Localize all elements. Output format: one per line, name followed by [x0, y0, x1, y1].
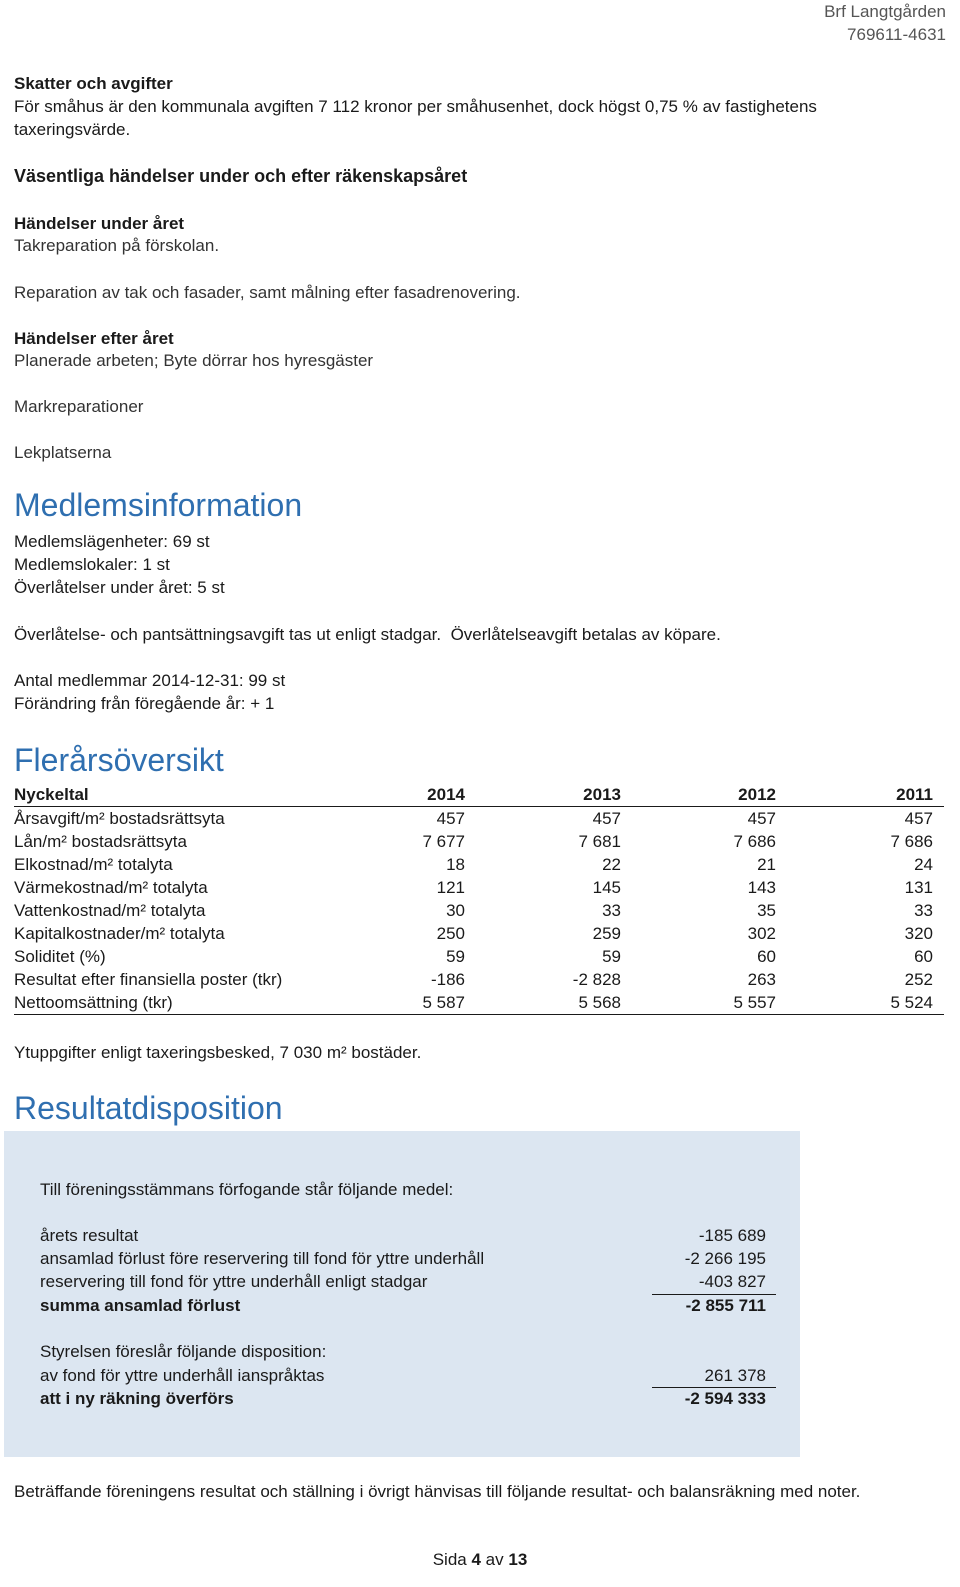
overview-title: Flerårsöversikt: [14, 742, 224, 778]
table-cell: 252: [904, 970, 933, 989]
item-value: -185 689: [698, 1226, 766, 1245]
table-cell: Soliditet (%): [14, 947, 106, 966]
table-row: [14, 807, 944, 831]
item-label: ansamlad förlust före reservering till fond för yttre underhåll: [40, 1249, 485, 1268]
disposition-total: [40, 1294, 774, 1317]
taxes-text: För småhus är den kommunala avgiften 7 112 kronor per småhusenhet, dock högst 0,75 % av fastighetens taxeringsvärde.: [14, 97, 817, 139]
table-cell: 7 686: [890, 832, 933, 851]
overview-note: Ytuppgifter enligt taxeringsbesked, 7 030 m² bostäder.: [14, 1043, 422, 1062]
item-label: summa ansamlad förlust: [40, 1296, 241, 1315]
item-value: 261 378: [704, 1366, 766, 1385]
table-row: [14, 991, 944, 1015]
footer-prefix: Sida: [432, 1550, 467, 1569]
table-cell: 60: [914, 947, 933, 966]
column-header: 2013: [476, 783, 632, 807]
table-cell: 5 568: [476, 991, 632, 1015]
members-line: Medlemslokaler: 1 st: [14, 555, 170, 574]
table-cell: Lån/m² bostadsrättsyta: [14, 832, 187, 851]
table-cell: 33: [914, 901, 933, 920]
table-row: [14, 968, 944, 991]
footer-middle: av: [485, 1550, 504, 1569]
table-cell: Kapitalkostnader/m² totalyta: [14, 924, 225, 943]
overview-table: [14, 783, 944, 1015]
table-cell: 30: [446, 901, 465, 920]
table-cell: Nettoomsättning (tkr): [14, 991, 321, 1015]
table-cell: 60: [757, 947, 776, 966]
org-name: Brf Langtgården: [824, 2, 946, 21]
closing-text: Beträffande föreningens resultat och ställning i övrigt hänvisas till följande resultat- och balansräkning med noter.: [14, 1482, 861, 1501]
table-cell: 320: [904, 924, 933, 943]
events-during-item: Reparation av tak och fasader, samt målning efter fasadrenovering.: [14, 283, 521, 302]
org-number: 769611-4631: [847, 25, 946, 44]
item-label: reservering till fond för yttre underhåll enligt stadgar: [40, 1272, 428, 1291]
events-after-heading: Händelser efter året: [14, 329, 174, 348]
item-value: -403 827: [698, 1272, 766, 1291]
table-cell: Vattenkostnad/m² totalyta: [14, 901, 206, 920]
table-cell: 145: [592, 878, 621, 897]
item-label: av fond för yttre underhåll ianspråktas: [40, 1366, 325, 1385]
table-row: [14, 899, 944, 922]
disposition-intro-text: Till föreningsstämmans förfogande står följande medel:: [40, 1180, 454, 1199]
footer-total-pages: 13: [508, 1550, 528, 1569]
members-count: Antal medlemmar 2014-12-31: 99 st: [14, 671, 286, 690]
proposal-intro: [40, 1340, 774, 1363]
table-cell: 7 681: [578, 832, 621, 851]
disposition-item: [40, 1270, 774, 1293]
table-cell: 457: [436, 809, 465, 828]
table-cell: 24: [914, 855, 933, 874]
events-heading: Väsentliga händelser under och efter räkenskapsåret: [14, 166, 468, 186]
table-cell: 5 587: [321, 991, 476, 1015]
table-cell: 35: [757, 901, 776, 920]
table-cell: 302: [747, 924, 776, 943]
page-footer: [0, 1548, 960, 1571]
disposition-item: [40, 1247, 774, 1270]
table-cell: 263: [747, 970, 776, 989]
proposal-intro-text: Styrelsen föreslår följande disposition:: [40, 1342, 327, 1361]
item-label: årets resultat: [40, 1226, 139, 1245]
table-cell: 250: [436, 924, 465, 943]
table-cell: 457: [592, 809, 621, 828]
events-during-heading: Händelser under året: [14, 214, 185, 233]
footer-page-number: 4: [471, 1550, 481, 1569]
column-header: 2012: [632, 783, 787, 807]
table-cell: 18: [446, 855, 465, 874]
column-header: Nyckeltal: [14, 783, 321, 807]
item-value: -2 855 711: [685, 1296, 766, 1315]
table-cell: 22: [602, 855, 621, 874]
table-header-row: [14, 783, 944, 807]
table-row: [14, 853, 944, 876]
table-cell: 5 524: [787, 991, 944, 1015]
events-after-item: Planerade arbeten; Byte dörrar hos hyresgäster: [14, 351, 374, 370]
table-cell: Elkostnad/m² totalyta: [14, 855, 173, 874]
table-cell: -2 828: [572, 970, 621, 989]
table-cell: 131: [904, 878, 933, 897]
events-after-item: Lekplatserna: [14, 443, 112, 462]
column-header: 2011: [787, 783, 944, 807]
column-header: 2014: [321, 783, 476, 807]
members-title: Medlemsinformation: [14, 487, 303, 523]
table-cell: 7 686: [733, 832, 776, 851]
table-cell: 21: [757, 855, 776, 874]
table-cell: Resultat efter finansiella poster (tkr): [14, 970, 283, 989]
table-cell: 59: [446, 947, 465, 966]
table-cell: 457: [747, 809, 776, 828]
table-cell: 59: [602, 947, 621, 966]
table-cell: Årsavgift/m² bostadsrättsyta: [14, 809, 225, 828]
table-cell: 7 677: [422, 832, 465, 851]
table-cell: 33: [602, 901, 621, 920]
table-row: [14, 945, 944, 968]
table-cell: -186: [430, 970, 465, 989]
proposal-item: [40, 1364, 774, 1387]
overview-table-wrap: [14, 783, 944, 1015]
members-fee-text: Överlåtelse- och pantsättningsavgift tas ut enligt stadgar. Överlåtelseavgift betalas av köpare.: [14, 625, 721, 644]
members-line: Medlemslägenheter: 69 st: [14, 532, 210, 551]
table-row: [14, 876, 944, 899]
item-value: -2 266 195: [684, 1249, 766, 1268]
disposition-title: Resultatdisposition: [14, 1090, 283, 1126]
document-header: [824, 0, 946, 46]
members-change: Förändring från föregående år: + 1: [14, 694, 275, 713]
item-value: -2 594 333: [684, 1389, 766, 1408]
disposition-panel: [4, 1131, 800, 1457]
disposition-intro: [40, 1178, 774, 1201]
table-cell: 143: [747, 878, 776, 897]
taxes-heading: Skatter och avgifter: [14, 74, 173, 93]
table-cell: 121: [436, 878, 465, 897]
table-row: [14, 922, 944, 945]
events-during-item: Takreparation på förskolan.: [14, 236, 220, 255]
table-cell: Värmekostnad/m² totalyta: [14, 878, 208, 897]
events-after-item: Markreparationer: [14, 397, 144, 416]
proposal-total: [40, 1387, 774, 1410]
item-label: att i ny räkning överförs: [40, 1389, 234, 1408]
table-cell: 259: [592, 924, 621, 943]
table-cell: 5 557: [632, 991, 787, 1015]
table-row: [14, 830, 944, 853]
disposition-item: [40, 1224, 774, 1247]
members-line: Överlåtelser under året: 5 st: [14, 578, 225, 597]
table-cell: 457: [904, 809, 933, 828]
